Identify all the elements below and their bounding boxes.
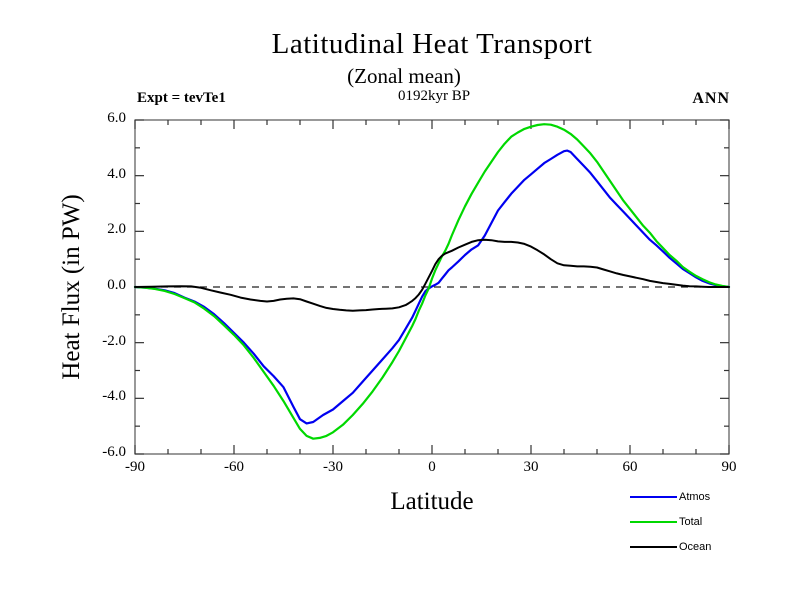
legend-label-total: Total xyxy=(679,516,703,528)
y-axis-title: Heat Flux (in PW) xyxy=(58,194,85,380)
y-tick-label: 2.0 xyxy=(107,221,126,238)
y-tick-label: 4.0 xyxy=(107,165,126,182)
y-tick-label: -4.0 xyxy=(102,388,126,405)
experiment-label: Expt = tevTe1 xyxy=(137,90,226,106)
legend-label-ocean: Ocean xyxy=(679,541,712,553)
x-tick-label: 90 xyxy=(721,459,737,475)
y-tick-label: -6.0 xyxy=(102,444,126,460)
series-total-line xyxy=(135,124,729,439)
x-tick-label: -60 xyxy=(224,459,244,475)
x-tick-label: -30 xyxy=(323,459,343,475)
x-tick-label: -90 xyxy=(125,459,145,475)
x-axis-title: Latitude xyxy=(390,488,474,515)
legend-label-atmos: Atmos xyxy=(679,491,711,503)
chart-title: Latitudinal Heat Transport xyxy=(271,28,593,60)
x-tick-label: 0 xyxy=(428,459,436,475)
y-tick-label: -2.0 xyxy=(102,332,126,349)
series-atmos-line xyxy=(135,151,729,424)
x-tick-label: 30 xyxy=(523,459,539,475)
series-ocean-line xyxy=(135,240,729,311)
date-label: 0192kyr BP xyxy=(397,88,471,104)
chart-subtitle: (Zonal mean) xyxy=(347,64,461,88)
x-tick-label: 60 xyxy=(622,459,638,475)
y-tick-label: 0.0 xyxy=(107,277,126,293)
y-tick-label: 6.0 xyxy=(107,110,126,126)
season-label: ANN xyxy=(692,90,730,107)
